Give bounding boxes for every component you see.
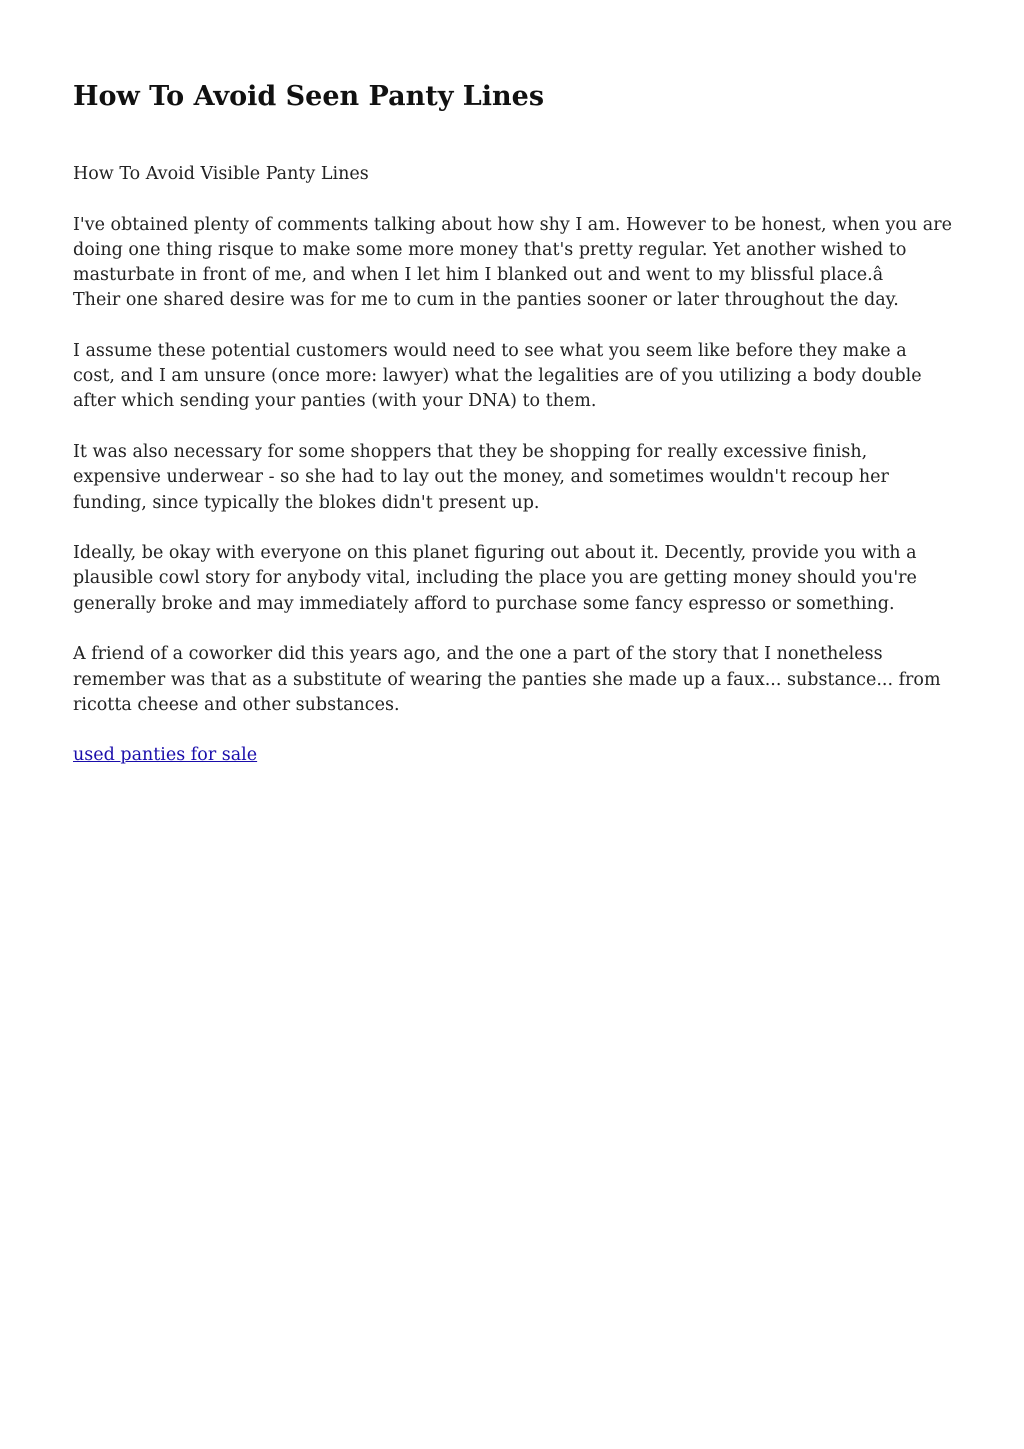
paragraph-2: I assume these potential customers would need to see what you seem like before they make a cost, and I am unsure (once more: lawyer) what the legalities are of you utilizing a body double after which sending your panties (with your DNA) to them. bbox=[73, 341, 922, 412]
paragraph-1: I've obtained plenty of comments talking about how shy I am. However to be honest, when you are doing one thing risque to make some more money that's pretty regular. Yet another wished to masturbate in front of me, and when I let him I blanked out and went to my blissful place.â Their one shared desire was for me to cum in the panties sooner or later throughout the day. bbox=[73, 214, 952, 311]
article-body bbox=[73, 162, 953, 794]
page-title: How To Avoid Seen Panty Lines bbox=[73, 81, 545, 112]
used-panties-link[interactable]: used panties for sale bbox=[73, 745, 258, 766]
paragraph-3: It was also necessary for some shoppers that they be shopping for really excessive finish, expensive underwear - so she had to lay out the money, and sometimes wouldn't recoup her funding, since typically the blokes didn't present up. bbox=[73, 442, 889, 513]
paragraph-5: A friend of a coworker did this years ago, and the one a part of the story that I nonetheless remember was that as a substitute of wearing the panties she made up a faux... substance... from ricotta cheese and other substances. bbox=[73, 644, 941, 715]
subtitle: How To Avoid Visible Panty Lines bbox=[73, 164, 369, 184]
paragraph-4: Ideally, be okay with everyone on this planet figuring out about it. Decently, provide you with a plausible cowl story for anybody vital, including the place you are getting money should you're generally broke and may immediately afford to purchase some fancy espresso or something. bbox=[73, 543, 917, 614]
link-paragraph bbox=[73, 743, 953, 768]
